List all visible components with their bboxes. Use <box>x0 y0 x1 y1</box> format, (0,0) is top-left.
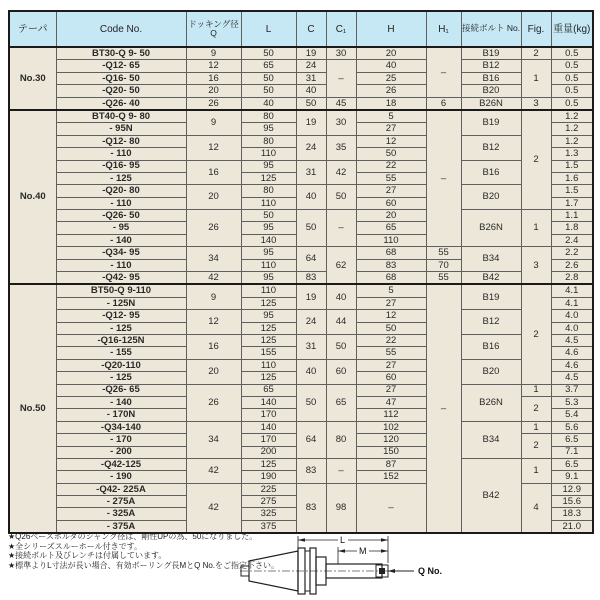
holder-diagram <box>238 533 468 599</box>
bolt-cell: B16 <box>461 334 521 359</box>
h1-cell: 55 <box>426 247 461 259</box>
l-cell: 110 <box>241 148 296 160</box>
w-cell: 1.5 <box>551 160 593 172</box>
h-cell: 27 <box>356 384 426 396</box>
taper-label: No.30 <box>9 47 56 110</box>
bolt-cell: B42 <box>461 272 521 285</box>
h-cell: 60 <box>356 197 426 209</box>
code-cell: -Q26- 65 <box>56 384 186 396</box>
c1-cell: 65 <box>326 384 356 421</box>
h-cell: 27 <box>356 185 426 197</box>
q-cell: 20 <box>186 359 241 384</box>
q-cell: 12 <box>186 310 241 335</box>
w-cell: 1.5 <box>551 185 593 197</box>
w-cell: 9.1 <box>551 471 593 483</box>
bolt-cell: B20 <box>461 359 521 384</box>
h-cell: 50 <box>356 322 426 334</box>
code-cell: -Q16-125N <box>56 334 186 346</box>
w-cell: 12.9 <box>551 483 593 495</box>
l-cell: 40 <box>241 97 296 110</box>
code-cell: -Q20- 80 <box>56 185 186 197</box>
c1-cell: 40 <box>326 284 356 309</box>
h-cell: 12 <box>356 310 426 322</box>
w-cell: 5.6 <box>551 421 593 433</box>
q-cell: 9 <box>186 47 241 60</box>
l-cell: 200 <box>241 446 296 458</box>
col-header-l: L <box>241 11 296 47</box>
h1-cell: 70 <box>426 259 461 271</box>
q-no-arrowhead <box>388 569 395 573</box>
c1-cell: 42 <box>326 160 356 185</box>
q-cell: 42 <box>186 458 241 483</box>
bolt-cell: B12 <box>461 60 521 72</box>
h-cell: 87 <box>356 458 426 470</box>
w-cell: 0.5 <box>551 85 593 97</box>
w-cell: 0.5 <box>551 47 593 60</box>
code-cell: -Q34- 95 <box>56 247 186 259</box>
bolt-cell: B42 <box>461 458 521 533</box>
h-cell: 60 <box>356 372 426 384</box>
l-cell: 170 <box>241 434 296 446</box>
code-cell: - 275A <box>56 496 186 508</box>
fig-cell: 2 <box>521 284 551 384</box>
code-cell: - 95N <box>56 123 186 135</box>
q-cell: 16 <box>186 72 241 84</box>
c-cell: 31 <box>296 334 326 359</box>
h-cell: 27 <box>356 123 426 135</box>
q-cell: 42 <box>186 272 241 285</box>
w-cell: 1.1 <box>551 210 593 222</box>
h-cell: 55 <box>356 347 426 359</box>
code-cell: -Q12- 65 <box>56 60 186 72</box>
code-cell: - 140 <box>56 234 186 246</box>
c1-cell: 35 <box>326 135 356 160</box>
w-cell: 4.1 <box>551 297 593 309</box>
c-cell: 31 <box>296 160 326 185</box>
bolt-cell: B26N <box>461 97 521 110</box>
l-cell: 80 <box>241 185 296 197</box>
bolt-cell: B20 <box>461 85 521 97</box>
h-cell: 150 <box>356 446 426 458</box>
footnote: ★接続ボルト及びレンチは付属しています。 <box>8 551 167 561</box>
fig-cell: 3 <box>521 97 551 110</box>
bolt-cell: B26N <box>461 384 521 421</box>
h-cell: 152 <box>356 471 426 483</box>
q-no-label: Q No. <box>418 566 442 576</box>
dim-l-arrow-left <box>298 538 305 542</box>
c1-cell: 80 <box>326 421 356 458</box>
code-cell: - 125 <box>56 372 186 384</box>
spec-table <box>8 10 594 534</box>
code-cell: - 125 <box>56 322 186 334</box>
l-cell: 95 <box>241 222 296 234</box>
w-cell: 4.0 <box>551 322 593 334</box>
bolt-cell: B19 <box>461 284 521 309</box>
code-cell: - 170 <box>56 434 186 446</box>
c-cell: 50 <box>296 97 326 110</box>
h-cell: 65 <box>356 222 426 234</box>
code-cell: - 200 <box>56 446 186 458</box>
l-cell: 125 <box>241 297 296 309</box>
q-cell: 26 <box>186 210 241 247</box>
c-cell: 19 <box>296 284 326 309</box>
col-header-docking-q: ドッキング径Q <box>186 11 241 47</box>
l-cell: 95 <box>241 310 296 322</box>
w-cell: 1.2 <box>551 135 593 147</box>
w-cell: 1.7 <box>551 197 593 209</box>
bolt-cell: B19 <box>461 47 521 60</box>
h1-cell: – <box>426 284 461 533</box>
h-cell: 22 <box>356 160 426 172</box>
w-cell: 2.8 <box>551 272 593 285</box>
h-cell: 5 <box>356 110 426 123</box>
dim-m-arrow-left <box>338 549 345 553</box>
spec-table-body <box>9 47 593 533</box>
c-cell: 19 <box>296 110 326 135</box>
h-cell: 22 <box>356 334 426 346</box>
h-cell: – <box>356 483 426 533</box>
col-header-fig: Fig. <box>521 11 551 47</box>
c1-cell: – <box>326 458 356 483</box>
l-cell: 140 <box>241 234 296 246</box>
l-cell: 95 <box>241 160 296 172</box>
w-cell: 1.2 <box>551 123 593 135</box>
spec-table-header <box>9 11 593 47</box>
code-cell: -Q16- 50 <box>56 72 186 84</box>
c-cell: 24 <box>296 310 326 335</box>
bolt-cell: B16 <box>461 160 521 185</box>
l-cell: 170 <box>241 409 296 421</box>
dim-m-arrow-right <box>381 549 388 553</box>
l-cell: 65 <box>241 60 296 72</box>
q-cell: 9 <box>186 284 241 309</box>
l-cell: 110 <box>241 284 296 297</box>
col-header-h: H <box>356 11 426 47</box>
c-cell: 19 <box>296 47 326 60</box>
code-cell: - 125N <box>56 297 186 309</box>
code-cell: - 125 <box>56 172 186 184</box>
code-cell: - 95 <box>56 222 186 234</box>
code-cell: -Q42- 95 <box>56 272 186 285</box>
footnote: ★標準よりL寸法が長い場合、有効ボーリング長MとQ No.をご指定下さい。 <box>8 560 280 570</box>
holder-drawing <box>238 533 468 599</box>
bolt-cell: B19 <box>461 110 521 135</box>
h-cell: 18 <box>356 97 426 110</box>
code-cell: - 110 <box>56 197 186 209</box>
code-cell: -Q12- 80 <box>56 135 186 147</box>
col-header-h1: H₁ <box>426 11 461 47</box>
w-cell: 1.3 <box>551 148 593 160</box>
q-cell: 12 <box>186 60 241 72</box>
dim-m-label: M <box>359 546 367 556</box>
c-cell: 64 <box>296 247 326 272</box>
c-cell: 50 <box>296 210 326 247</box>
q-cell: 20 <box>186 85 241 97</box>
l-cell: 125 <box>241 334 296 346</box>
w-cell: 1.2 <box>551 110 593 123</box>
taper-label: No.50 <box>9 284 56 533</box>
footnote: ★全シリーズスルーホール付きです。 <box>8 541 142 551</box>
fig-cell: 1 <box>521 384 551 396</box>
c-cell: 64 <box>296 421 326 458</box>
code-cell: BT50-Q 9-110 <box>56 284 186 297</box>
code-cell: - 190 <box>56 471 186 483</box>
fig-cell: 1 <box>521 60 551 97</box>
c1-cell: 50 <box>326 334 356 359</box>
code-cell: -Q20- 50 <box>56 85 186 97</box>
l-cell: 275 <box>241 496 296 508</box>
c-cell: 24 <box>296 60 326 72</box>
h-cell: 47 <box>356 396 426 408</box>
c1-cell: – <box>326 210 356 247</box>
q-cell: 12 <box>186 135 241 160</box>
l-cell: 110 <box>241 197 296 209</box>
set-screw <box>379 568 385 574</box>
c1-cell: 45 <box>326 97 356 110</box>
c1-cell: 62 <box>326 247 356 285</box>
l-cell: 125 <box>241 458 296 470</box>
code-cell: - 110 <box>56 259 186 271</box>
fig-cell: 4 <box>521 483 551 533</box>
h-cell: 55 <box>356 172 426 184</box>
code-cell: BT30-Q 9- 50 <box>56 47 186 60</box>
l-cell: 140 <box>241 396 296 408</box>
code-cell: -Q42-125 <box>56 458 186 470</box>
code-cell: BT40-Q 9- 80 <box>56 110 186 123</box>
w-cell: 0.5 <box>551 72 593 84</box>
fig-cell: 1 <box>521 421 551 433</box>
c-cell: 24 <box>296 135 326 160</box>
q-cell: 9 <box>186 110 241 135</box>
l-cell: 95 <box>241 247 296 259</box>
h1-cell: 6 <box>426 97 461 110</box>
c1-cell: 30 <box>326 110 356 135</box>
l-cell: 95 <box>241 272 296 285</box>
footnotes <box>8 532 280 570</box>
w-cell: 2.4 <box>551 234 593 246</box>
w-cell: 4.6 <box>551 347 593 359</box>
w-cell: 2.2 <box>551 247 593 259</box>
l-cell: 375 <box>241 520 296 533</box>
w-cell: 4.5 <box>551 334 593 346</box>
q-cell: 42 <box>186 483 241 533</box>
bolt-cell: B34 <box>461 421 521 458</box>
col-header-taper: テーパ <box>9 11 56 47</box>
fig-cell: 1 <box>521 210 551 247</box>
w-cell: 0.5 <box>551 97 593 110</box>
col-header-code: Code No. <box>56 11 186 47</box>
l-cell: 80 <box>241 135 296 147</box>
taper-label: No.40 <box>9 110 56 284</box>
col-header-weight: 重量(kg) <box>551 11 593 47</box>
l-cell: 50 <box>241 85 296 97</box>
w-cell: 2.6 <box>551 259 593 271</box>
w-cell: 6.5 <box>551 458 593 470</box>
w-cell: 18.3 <box>551 508 593 520</box>
h-cell: 110 <box>356 234 426 246</box>
w-cell: 3.7 <box>551 384 593 396</box>
c1-cell: – <box>326 60 356 97</box>
c-cell: 50 <box>296 384 326 421</box>
code-cell: -Q26- 50 <box>56 210 186 222</box>
c1-cell: 60 <box>326 359 356 384</box>
bolt-cell: B12 <box>461 310 521 335</box>
code-cell: -Q34-140 <box>56 421 186 433</box>
h-cell: 20 <box>356 210 426 222</box>
c1-cell: 50 <box>326 185 356 210</box>
c-cell: 31 <box>296 72 326 84</box>
h-cell: 27 <box>356 359 426 371</box>
c1-cell: 44 <box>326 310 356 335</box>
code-cell: -Q20-110 <box>56 359 186 371</box>
w-cell: 1.6 <box>551 172 593 184</box>
bolt-cell: B20 <box>461 185 521 210</box>
h1-cell: – <box>426 110 461 247</box>
code-cell: - 155 <box>56 347 186 359</box>
h-cell: 40 <box>356 60 426 72</box>
c1-cell: 30 <box>326 47 356 60</box>
h1-cell: 55 <box>426 272 461 285</box>
c-cell: 40 <box>296 85 326 97</box>
q-cell: 34 <box>186 247 241 272</box>
h-cell: 26 <box>356 85 426 97</box>
c-cell: 83 <box>296 483 326 533</box>
code-cell: - 110 <box>56 148 186 160</box>
l-cell: 80 <box>241 110 296 123</box>
code-cell: - 170N <box>56 409 186 421</box>
h-cell: 68 <box>356 247 426 259</box>
h-cell: 25 <box>356 72 426 84</box>
col-header-bolt-no: 接続ボルト No. <box>461 11 521 47</box>
l-cell: 50 <box>241 47 296 60</box>
footnote: ★Q26ベースホルダのシャンク径は、剛性UPの為、50になりました。 <box>8 532 258 541</box>
code-cell: -Q12- 95 <box>56 310 186 322</box>
h-cell: 83 <box>356 259 426 271</box>
l-cell: 65 <box>241 384 296 396</box>
code-cell: -Q16- 95 <box>56 160 186 172</box>
q-cell: 20 <box>186 185 241 210</box>
bolt-cell: B12 <box>461 135 521 160</box>
h-cell: 112 <box>356 409 426 421</box>
fig-cell: 2 <box>521 396 551 421</box>
l-cell: 125 <box>241 372 296 384</box>
fig-cell: 1 <box>521 458 551 483</box>
h-cell: 12 <box>356 135 426 147</box>
w-cell: 0.5 <box>551 60 593 72</box>
l-cell: 140 <box>241 421 296 433</box>
col-header-c: C <box>296 11 326 47</box>
bolt-cell: B26N <box>461 210 521 247</box>
code-cell: - 140 <box>56 396 186 408</box>
fig-cell: 2 <box>521 434 551 459</box>
l-cell: 110 <box>241 259 296 271</box>
q-cell: 16 <box>186 334 241 359</box>
l-cell: 225 <box>241 483 296 495</box>
l-cell: 155 <box>241 347 296 359</box>
h-cell: 5 <box>356 284 426 297</box>
bolt-cell: B16 <box>461 72 521 84</box>
l-cell: 95 <box>241 123 296 135</box>
h-cell: 102 <box>356 421 426 433</box>
col-header-c1: C₁ <box>326 11 356 47</box>
code-cell: -Q42- 225A <box>56 483 186 495</box>
c-cell: 40 <box>296 185 326 210</box>
w-cell: 4.6 <box>551 359 593 371</box>
w-cell: 7.1 <box>551 446 593 458</box>
q-cell: 26 <box>186 384 241 421</box>
l-cell: 190 <box>241 471 296 483</box>
q-cell: 16 <box>186 160 241 185</box>
l-cell: 50 <box>241 210 296 222</box>
w-cell: 5.4 <box>551 409 593 421</box>
l-cell: 125 <box>241 172 296 184</box>
q-cell: 34 <box>186 421 241 458</box>
code-cell: - 375A <box>56 520 186 533</box>
fig-cell: 2 <box>521 47 551 60</box>
fig-cell: 3 <box>521 247 551 285</box>
fig-cell: 2 <box>521 110 551 210</box>
l-cell: 110 <box>241 359 296 371</box>
w-cell: 4.0 <box>551 310 593 322</box>
l-cell: 325 <box>241 508 296 520</box>
code-cell: -Q26- 40 <box>56 97 186 110</box>
h-cell: 50 <box>356 148 426 160</box>
bolt-cell: B34 <box>461 247 521 272</box>
w-cell: 5.3 <box>551 396 593 408</box>
h-cell: 120 <box>356 434 426 446</box>
l-cell: 125 <box>241 322 296 334</box>
c-cell: 40 <box>296 359 326 384</box>
dim-l-arrow-right <box>381 538 388 542</box>
h1-cell: – <box>426 47 461 97</box>
h-cell: 27 <box>356 297 426 309</box>
w-cell: 6.5 <box>551 434 593 446</box>
q-cell: 26 <box>186 97 241 110</box>
h-cell: 20 <box>356 47 426 60</box>
l-cell: 50 <box>241 72 296 84</box>
dim-l-label: L <box>340 535 346 545</box>
w-cell: 1.8 <box>551 222 593 234</box>
w-cell: 4.1 <box>551 284 593 297</box>
h-cell: 68 <box>356 272 426 285</box>
code-cell: - 325A <box>56 508 186 520</box>
c-cell: 83 <box>296 272 326 285</box>
w-cell: 4.5 <box>551 372 593 384</box>
w-cell: 15.6 <box>551 496 593 508</box>
c-cell: 83 <box>296 458 326 483</box>
c1-cell: 98 <box>326 483 356 533</box>
w-cell: 21.0 <box>551 520 593 533</box>
